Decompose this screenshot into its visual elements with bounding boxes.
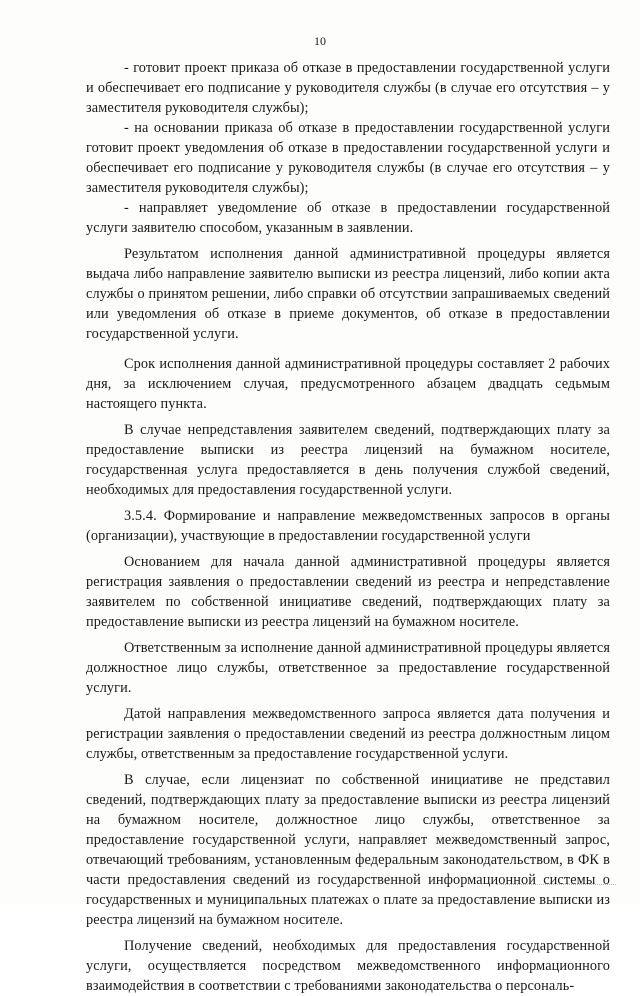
paragraph-procedure-basis: Основанием для начала данной административной процедуры является регистрация заявления о предоставлении сведений из реестра и непредставление заявителем по собственной инициативе сведений, подтверждающих плату за предоставление выписки из реестра лицензий на бумажном носителе. <box>86 554 610 630</box>
page-number: 10 <box>314 34 326 48</box>
section-heading-3-5-4: 3.5.4. Формирование и направление межведомственных запросов в органы (организации), участвующие в предоставлении государственной услуги <box>86 508 610 544</box>
document-body <box>86 58 610 996</box>
scan-edge-mark <box>496 884 616 887</box>
paragraph-responsible-person: Ответственным за исполнение данной административной процедуры является должностное лицо службы, ответственное за предоставление государственной услуги. <box>86 640 610 696</box>
paragraph-prepare-refusal-order: - готовит проект приказа об отказе в предоставлении государственной услуги и обеспечивает его подписание у руководителя службы (в случае его отсутствия – у заместителя руководителя службы); <box>86 60 610 116</box>
paragraph-send-refusal-notice: - направляет уведомление об отказе в предоставлении государственной услуги заявителю способом, указанным в заявлении. <box>86 200 610 236</box>
paragraph-non-submission-case: В случае непредставления заявителем сведений, подтверждающих плату за предоставление выписки из реестра лицензий на бумажном носителе, государственная услуга предоставляется в день получения службой сведений, необходимых для предоставления государственной услуги. <box>86 422 610 498</box>
paragraph-procedure-result: Результатом исполнения данной административной процедуры является выдача либо направление заявителю выписки из реестра лицензий, либо копии акта службы о принятом решении, либо справки об отсутствии запрашиваемых сведений или уведомления об отказе в приеме документов, об отказе в предоставлении государственной услуги. <box>86 246 610 342</box>
paragraph-procedure-term: Срок исполнения данной административной процедуры составляет 2 рабочих дня, за исключением случая, предусмотренного абзацем двадцать седьмым настоящего пункта. <box>86 356 610 412</box>
paragraph-prepare-refusal-notice: - на основании приказа об отказе в предоставлении государственной услуги готовит проект уведомления об отказе в предоставлении государственной услуги и обеспечивает его подписание у руководителя службы (в случае его отсутствия – у заместителя руководителя службы); <box>86 120 610 196</box>
paragraph-information-receipt: Получение сведений, необходимых для предоставления государственной услуги, осуществляется посредством межведомственного информационного взаимодействия в соответствии с требованиями законодательства о персональ- <box>86 938 610 994</box>
paragraph-interagency-request: В случае, если лицензиат по собственной инициативе не представил сведений, подтверждающих плату за предоставление выписки из реестра лицензий на бумажном носителе, должностное лицо службы, ответственное за предоставление государственной услуги, направляет межведомственный запрос, отвечающий требованиям, установленным федеральным законодательством, в ФК в части предоставления сведений из государственной информационной системы о государственных и муниципальных платежах о плате за предоставление выписки из реестра лицензий на бумажном носителе. <box>86 772 610 928</box>
paragraph-request-date: Датой направления межведомственного запроса является дата получения и регистрации заявления о предоставлении сведений из реестра должностным лицом службы, ответственным за предоставление государственной услуги. <box>86 706 610 762</box>
